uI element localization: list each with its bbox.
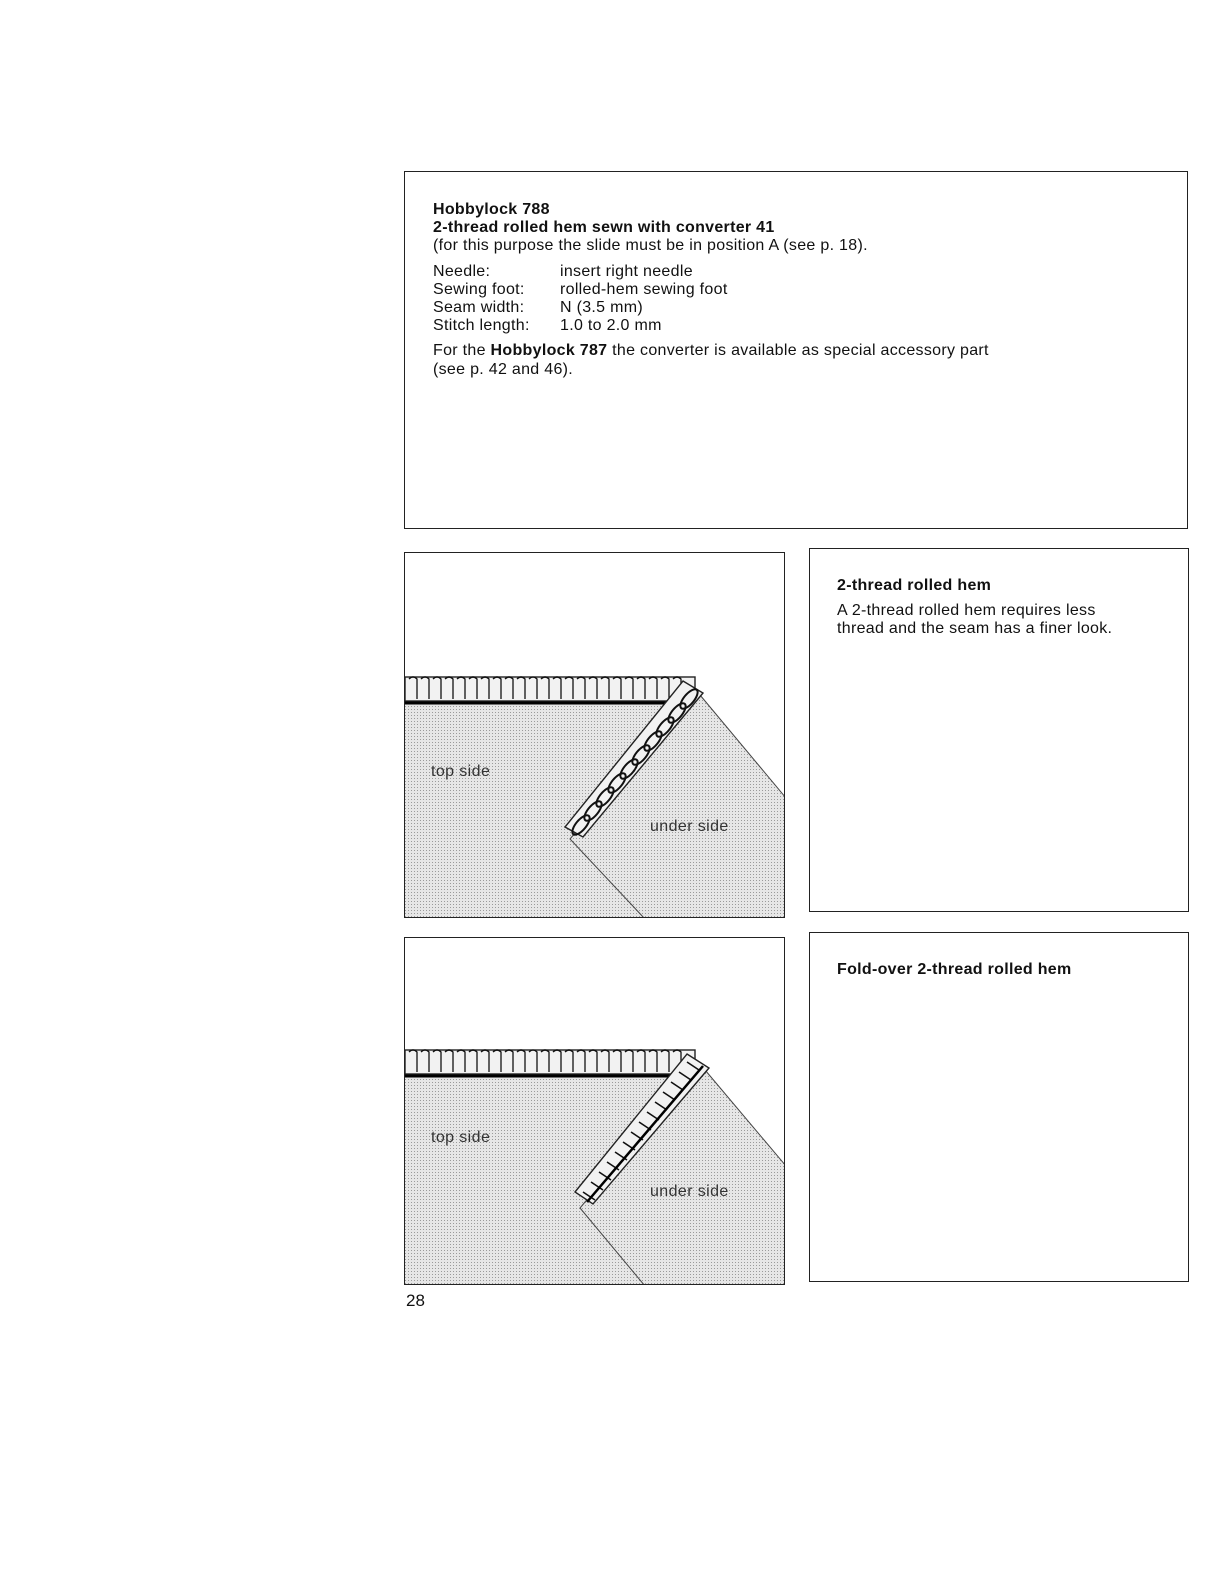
label-top-side: top side: [431, 1129, 491, 1146]
label-under-side: under side: [650, 818, 729, 835]
section-title: Fold-over 2-thread rolled hem: [837, 961, 1072, 978]
section-title: 2-thread rolled hem: [837, 577, 992, 594]
spec-value: 1.0 to 2.0 mm: [560, 317, 662, 334]
converter-note: [433, 342, 989, 361]
spec-row-seam-width: [433, 299, 643, 317]
spec-row-sewing-foot: [433, 281, 728, 299]
label-top-side: top side: [431, 763, 491, 780]
fold-over-hem-illustration: [405, 938, 785, 1285]
converter-note-prefix: For the: [433, 342, 491, 359]
spec-value: N (3.5 mm): [560, 299, 643, 316]
rolled-edge-horizontal: [405, 1050, 695, 1074]
converter-note-line2: (see p. 42 and 46).: [433, 361, 574, 378]
spec-label: Stitch length:: [433, 317, 530, 334]
slide-note: (for this purpose the slide must be in position A (see p. 18).: [433, 237, 868, 254]
page-number: 28: [406, 1291, 425, 1310]
converter-note-suffix: the converter is available as special accessory part: [607, 342, 989, 359]
section-body-line1: A 2-thread rolled hem requires less: [837, 602, 1096, 619]
spec-label: Seam width:: [433, 299, 525, 316]
section-heading: 2-thread rolled hem sewn with converter 41: [433, 219, 775, 236]
spec-value: rolled-hem sewing foot: [560, 281, 728, 298]
section-body-line2: thread and the seam has a finer look.: [837, 620, 1113, 637]
section-2-thread-rolled-hem: [809, 548, 1189, 912]
spec-row-stitch-length: [433, 317, 662, 335]
rolled-hem-illustration: [405, 553, 785, 918]
spec-label: Sewing foot:: [433, 281, 525, 298]
model-heading: Hobbylock 788: [433, 201, 550, 218]
instructions-box: [404, 171, 1188, 529]
rolled-edge-horizontal: [405, 677, 695, 701]
figure-fold-over-rolled-hem: [404, 937, 785, 1285]
label-under-side: under side: [650, 1183, 729, 1200]
spec-label: Needle:: [433, 263, 491, 280]
section-fold-over-rolled-hem: [809, 932, 1189, 1282]
spec-row-needle: [433, 263, 693, 281]
figure-rolled-hem: [404, 552, 785, 918]
spec-value: insert right needle: [560, 263, 693, 280]
converter-note-model: Hobbylock 787: [490, 342, 608, 359]
